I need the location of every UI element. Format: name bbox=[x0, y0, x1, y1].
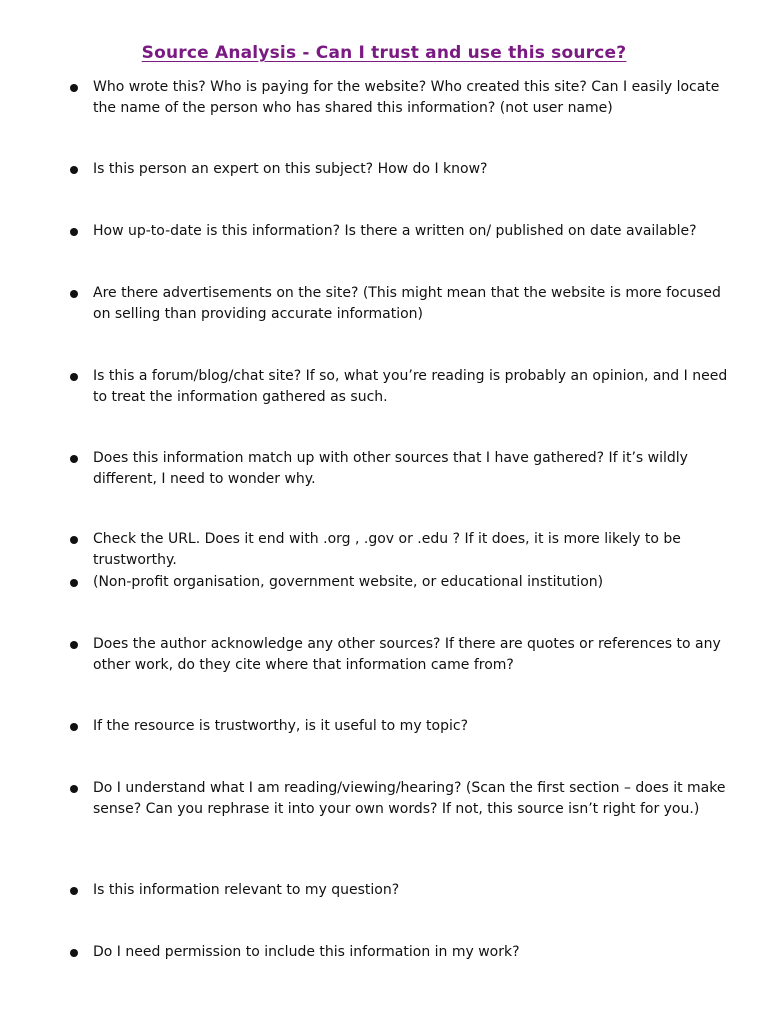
bullet-icon bbox=[70, 887, 78, 895]
page-title: Source Analysis - Can I trust and use this source? bbox=[141, 43, 627, 63]
list-item: Is this information relevant to my question? bbox=[93, 882, 400, 898]
list-item: Is this person an expert on this subject? How do I know? bbox=[93, 161, 488, 177]
bullet-icon bbox=[70, 536, 78, 544]
bullet-icon bbox=[70, 455, 78, 463]
list-item: Is this a forum/blog/chat site? If so, what you’re reading is probably an opinion, and I need to treat the information gathered as such. bbox=[93, 368, 728, 405]
list-item: If the resource is trustworthy, is it useful to my topic? bbox=[93, 718, 469, 734]
list-item: Does this information match up with other sources that I have gathered? If it’s wildly different, I need to wonder why. bbox=[93, 450, 688, 487]
list-item: (Non-profit organisation, government website, or educational institution) bbox=[93, 574, 604, 590]
bullet-icon bbox=[70, 723, 78, 731]
bullet-icon bbox=[70, 949, 78, 957]
list-item: Do I need permission to include this information in my work? bbox=[93, 944, 520, 960]
bullet-icon bbox=[70, 373, 78, 381]
bullet-icon bbox=[70, 166, 78, 174]
list-item: How up-to-date is this information? Is there a written on/ published on date available? bbox=[93, 223, 697, 239]
list-item: Does the author acknowledge any other sources? If there are quotes or references to any other work, do they cite where that information came from? bbox=[93, 636, 721, 673]
bullet-icon bbox=[70, 84, 78, 92]
list-item: Are there advertisements on the site? (This might mean that the website is more focused on selling than providing accurate information) bbox=[93, 285, 721, 322]
bullet-icon bbox=[70, 228, 78, 236]
bullet-icon bbox=[70, 290, 78, 298]
list-item: Who wrote this? Who is paying for the website? Who created this site? Can I easily locate the name of the person who has shared this information? (not user name) bbox=[93, 79, 720, 116]
list-item: Check the URL. Does it end with .org , .gov or .edu ? If it does, it is more likely to be trustworthy. bbox=[93, 531, 681, 568]
bullet-icon bbox=[70, 579, 78, 587]
list-item: Do I understand what I am reading/viewing/hearing? (Scan the first section – does it make sense? Can you rephrase it into your own words? If not, this source isn’t right for you.) bbox=[93, 780, 726, 817]
bullet-icon bbox=[70, 785, 78, 793]
bullet-icon bbox=[70, 641, 78, 649]
